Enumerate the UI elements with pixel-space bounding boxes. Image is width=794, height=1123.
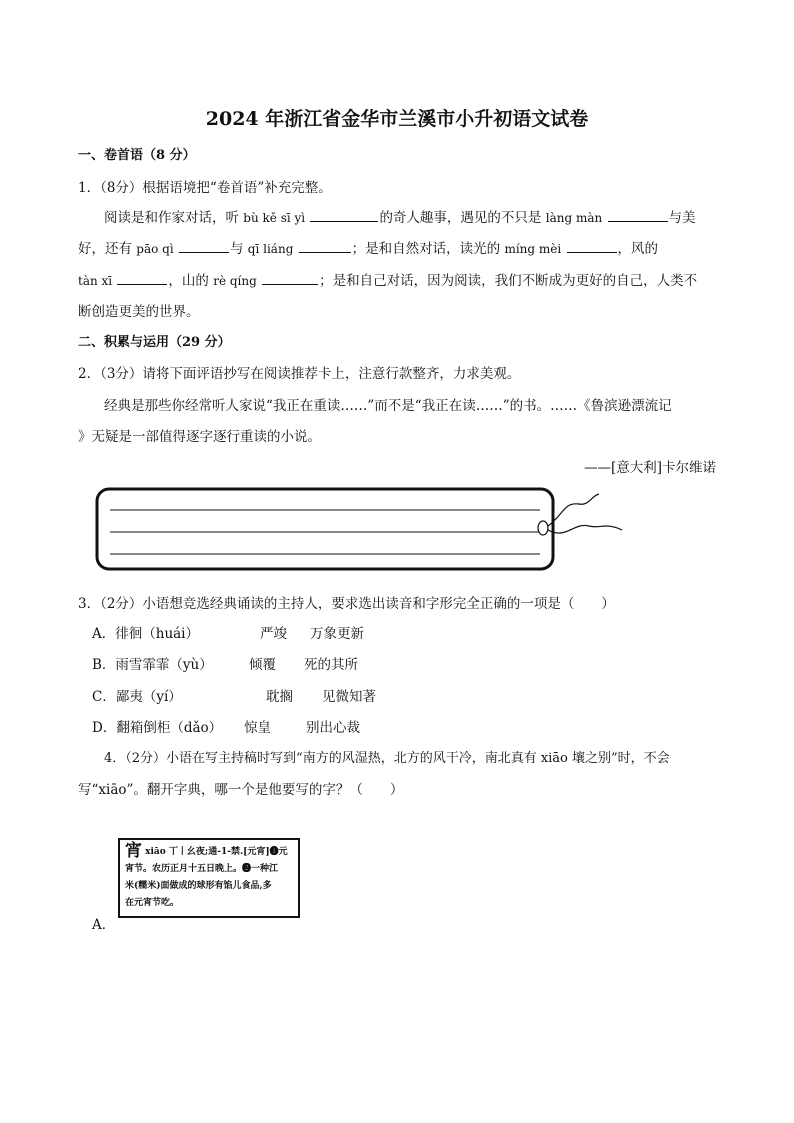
option-label: B．雨雪霏霏（yù） [92,657,213,673]
option-word: 惊皇 [244,720,271,736]
q2-stem: 2．（3分）请将下面评语抄写在阅读推荐卡上，注意行款整齐，力求美观。 [78,366,521,382]
q4-option-a-label[interactable]: A． [92,917,116,933]
q4-stem-line-2: 写“xiāo”。翻开字典，哪一个是他要写的字？（ ） [78,782,404,798]
option-label: C．鄙夷（yí） [92,689,182,705]
pinyin: bù kě sī yì [243,211,306,225]
option-label: A．徘徊（huái） [92,626,200,642]
card-string [548,525,622,533]
answer-blank[interactable] [299,238,351,253]
q1-stem: 1．（8分）根据语境把“卷首语”补充完整。 [78,180,332,196]
q3-option-a[interactable] [92,622,492,642]
dict-line-1 [125,843,293,861]
q4-stem-line-1: 4．（2分）小语在写主持稿时写到“南方的风湿热，北方的风干冷，南北真有 xiāo 壤之别”时，不会 [104,751,670,766]
q1-line-1 [104,206,696,226]
q1-line-3 [78,269,697,289]
q1-text: 阅读是和作家对话，听 [104,210,244,226]
pinyin: míng mèi [504,242,562,256]
answer-blank[interactable] [567,238,617,253]
q1-text: 与美 [668,210,696,226]
q1-text: ；是和自然对话，读光的 [351,241,505,257]
option-word: 万象更新 [310,626,364,642]
answer-blank[interactable] [117,270,167,285]
option-word: 耽搁 [266,689,293,705]
dictionary-entry-image[interactable] [118,838,300,918]
pinyin: làng màn [545,211,603,225]
answer-blank[interactable] [310,207,378,222]
dict-headword: 宵 [125,841,142,861]
q1-text: ，山的 [168,273,214,289]
dict-text: xiāo 丅丨幺夜;通-1-禁.[元宵]❶元 [145,847,288,857]
q1-text: 与 [230,241,248,257]
answer-blank[interactable] [179,238,229,253]
pinyin: pāo qì [136,242,174,256]
q1-text: 好，还有 [78,241,137,257]
q2-author: ——[意大利]卡尔维诺 [583,460,716,476]
pinyin: qī liáng [247,242,294,256]
q1-line-2 [78,237,658,257]
q3-stem: 3．（2分）小语想竞选经典诵读的主持人，要求选出读音和字形完全正确的一项是（ ） [78,596,615,612]
option-label: D．翻箱倒柜（dǎo） [92,720,223,736]
answer-blank[interactable] [608,207,668,222]
pinyin: tàn xī [78,274,113,288]
dict-line-2: 宵节。农历正月十五日晚上。❷一种江 [125,864,279,874]
q3-option-c[interactable] [92,685,492,705]
option-word: 严竣 [260,626,287,642]
recommendation-card[interactable] [94,484,634,574]
q3-option-d[interactable] [92,716,492,736]
dict-line-4: 在元宵节吃。 [125,898,180,908]
pinyin: rè qíng [213,274,257,288]
q1-line-4: 断创造更美的世界。 [78,304,200,320]
card-hole [538,521,548,535]
q2-quote-line-1: 经典是那些你经常听人家说“我正在重读……”而不是“我正在读……”的书。……《鲁滨逊漂流记 [104,398,672,414]
q1-text: ，风的 [617,241,659,257]
section-2-heading: 二、积累与运用（29 分） [78,335,231,350]
card-string [548,494,599,526]
option-word: 倾覆 [249,657,276,673]
option-word: 死的其所 [304,657,358,673]
section-1-heading: 一、卷首语（8 分） [78,148,196,163]
q3-option-b[interactable] [92,653,492,673]
q1-text: 的奇人趣事，遇见的不只是 [379,210,546,226]
q1-text: ；是和自己对话，因为阅读，我们不断成为更好的自己，人类不 [319,273,698,289]
answer-blank[interactable] [262,270,318,285]
dict-line-3: 米(糯米)面做成的球形有馅儿食品,多 [125,881,272,891]
option-word: 别出心裁 [306,720,360,736]
page-title: 2024 年浙江省金华市兰溪市小升初语文试卷 [205,108,589,130]
option-word: 见微知著 [322,689,376,705]
q2-quote-line-2: 》无疑是一部值得逐字逐行重读的小说。 [78,429,321,445]
